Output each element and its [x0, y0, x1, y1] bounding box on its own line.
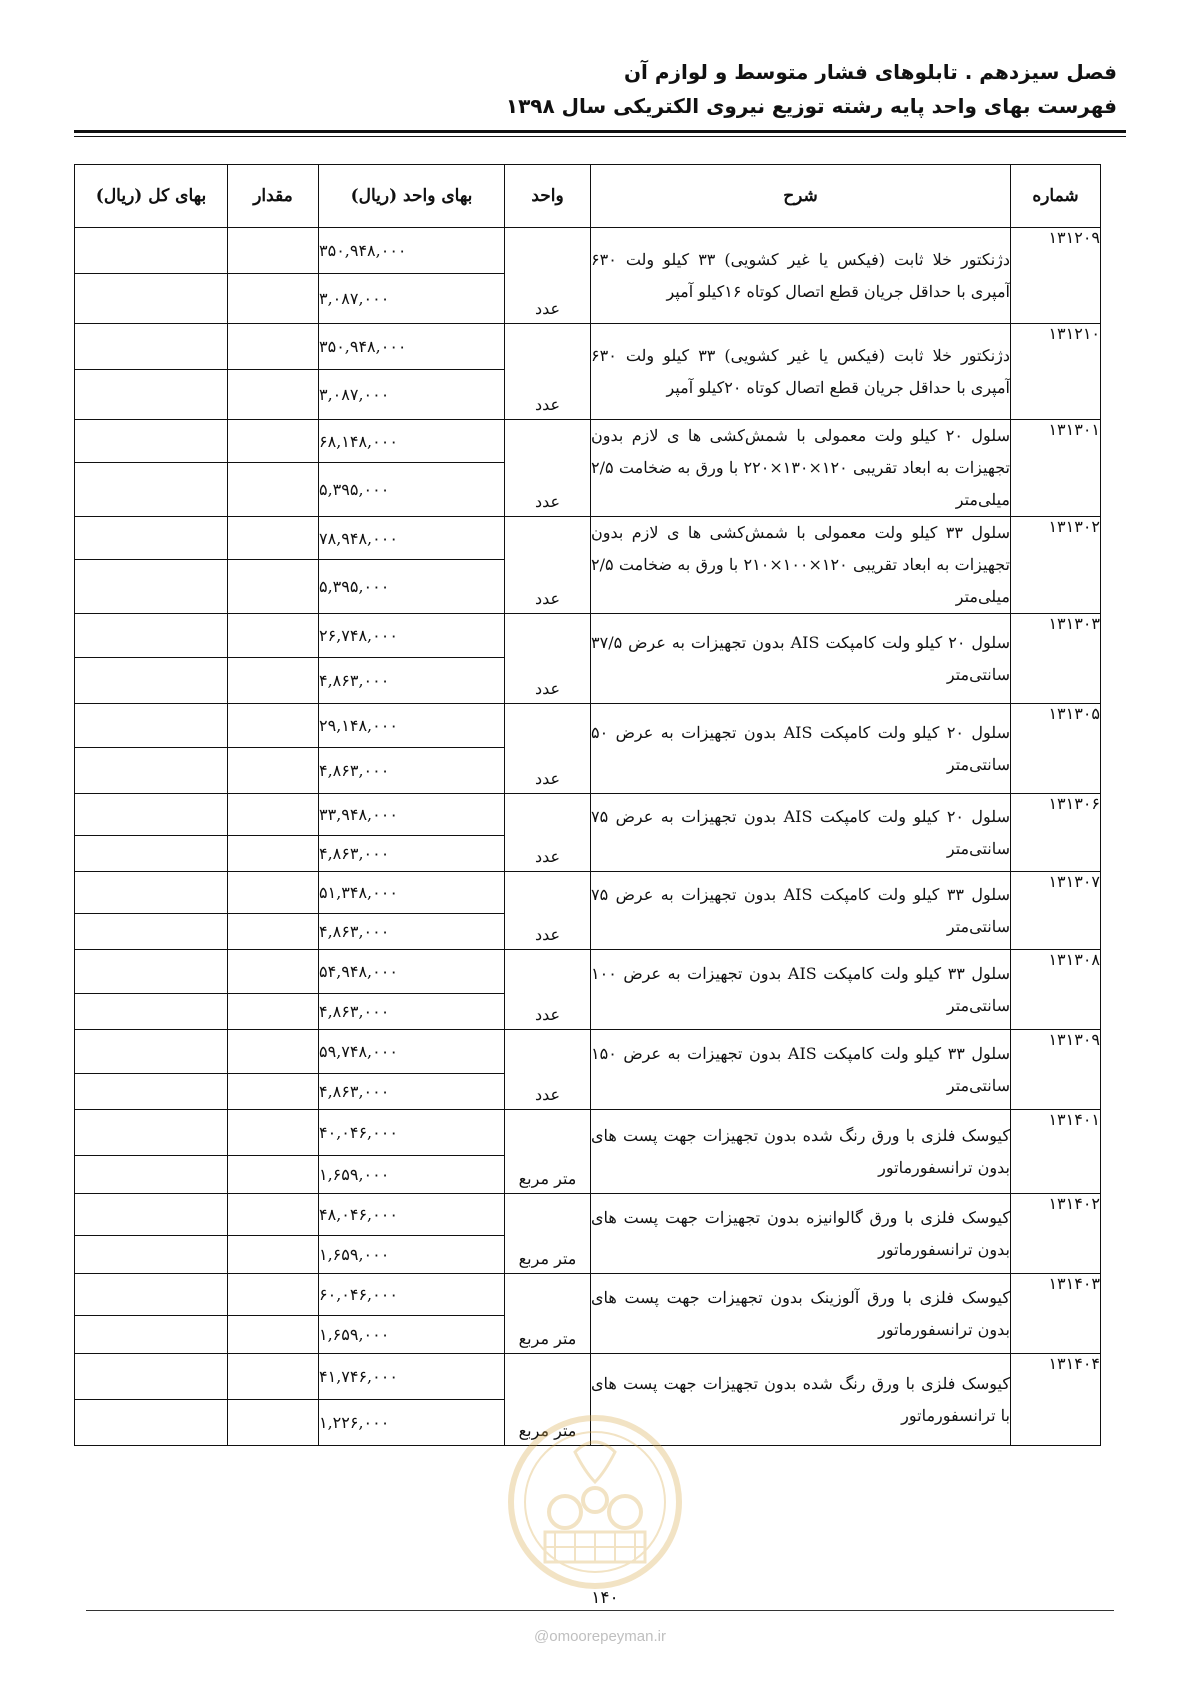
row-unit-price-primary — [319, 228, 505, 274]
row-quantity-cell — [228, 994, 319, 1030]
row-total-cell — [75, 748, 228, 794]
row-total-cell — [75, 324, 228, 370]
row-unit: عدد — [505, 950, 591, 1030]
row-unit-price-primary — [319, 872, 505, 914]
row-description: سلول ۳۳ کیلو ولت معمولی با شمش‌کشی ها ی لازم بدون تجهیزات به ابعاد تقریبی ۱۲۰×۱۰۰×۲۱۰ با ورق به ضخامت ۲/۵ میلی‌متر — [591, 517, 1011, 614]
row-description: سلول ۲۰ کیلو ولت کامپکت AIS بدون تجهیزات به عرض ۵۰ سانتی‌متر — [591, 704, 1011, 794]
row-unit-price-secondary — [319, 658, 505, 704]
row-unit-price-secondary — [319, 748, 505, 794]
row-total-cell — [75, 1194, 228, 1236]
table-row — [75, 1274, 1101, 1316]
price-value: ۵۴,۹۴۸,۰۰۰ — [319, 962, 398, 981]
price-value: ۱,۲۲۶,۰۰۰ — [319, 1413, 390, 1432]
row-quantity-cell — [228, 1110, 319, 1156]
row-unit-price-secondary — [319, 994, 505, 1030]
row-unit-price-secondary — [319, 463, 505, 517]
table-header-row — [75, 165, 1101, 228]
watermark-text: @omoorepeyman.ir — [534, 1628, 666, 1645]
row-unit-price-secondary — [319, 1074, 505, 1110]
header-quantity: مقدار — [228, 165, 319, 228]
row-total-cell — [75, 1400, 228, 1446]
row-total-cell — [75, 517, 228, 560]
row-description: سلول ۳۳ کیلو ولت کامپکت AIS بدون تجهیزات به عرض ۷۵ سانتی‌متر — [591, 872, 1011, 950]
price-value: ۶۸,۱۴۸,۰۰۰ — [319, 431, 398, 451]
table-row — [75, 228, 1101, 274]
table-row — [75, 950, 1101, 994]
table-row — [75, 517, 1101, 560]
row-description: دژنکتور خلا ثابت (فیکس یا غیر کشویی) ۳۳ کیلو ولت ۶۳۰ آمپری با حداقل جریان قطع اتصال کوتاه ۲۰کیلو آمپر — [591, 324, 1011, 420]
row-total-cell — [75, 370, 228, 420]
chapter-title: فصل سیزدهم . تابلوهای فشار متوسط و لوازم آن — [623, 60, 1117, 84]
row-number: ۱۳۱۳۰۵ — [1011, 704, 1101, 794]
row-total-cell — [75, 872, 228, 914]
row-number: ۱۳۱۳۰۸ — [1011, 950, 1101, 1030]
row-total-cell — [75, 914, 228, 950]
row-total-cell — [75, 614, 228, 658]
row-number: ۱۳۱۳۰۱ — [1011, 420, 1101, 517]
row-quantity-cell — [228, 836, 319, 872]
row-description: دژنکتور خلا ثابت (فیکس یا غیر کشویی) ۳۳ کیلو ولت ۶۳۰ آمپری با حداقل جریان قطع اتصال کوتاه ۱۶کیلو آمپر — [591, 228, 1011, 324]
price-value: ۷۸,۹۴۸,۰۰۰ — [319, 528, 398, 548]
row-quantity-cell — [228, 420, 319, 463]
price-value: ۳۵۰,۹۴۸,۰۰۰ — [319, 241, 407, 260]
row-quantity-cell — [228, 704, 319, 748]
price-value: ۱,۶۵۹,۰۰۰ — [319, 1245, 390, 1264]
price-value: ۶۰,۰۴۶,۰۰۰ — [319, 1285, 398, 1304]
price-value: ۵,۳۹۵,۰۰۰ — [319, 480, 390, 500]
row-unit-price-primary — [319, 614, 505, 658]
price-value: ۵,۳۹۵,۰۰۰ — [319, 577, 390, 597]
document-title: فهرست بهای واحد پایه رشته توزیع نیروی الکتریکی سال ۱۳۹۸ — [505, 94, 1117, 118]
header-number: شماره — [1011, 165, 1101, 228]
row-quantity-cell — [228, 1274, 319, 1316]
price-value: ۴,۸۶۳,۰۰۰ — [319, 1002, 390, 1021]
price-value: ۴,۸۶۳,۰۰۰ — [319, 1082, 390, 1101]
row-unit-price-secondary — [319, 836, 505, 872]
row-total-cell — [75, 1236, 228, 1274]
row-unit-price-primary — [319, 420, 505, 463]
row-description: سلول ۲۰ کیلو ولت معمولی با شمش‌کشی ها ی لازم بدون تجهیزات به ابعاد تقریبی ۱۲۰×۱۳۰×۲۲۰ با ورق به ضخامت ۲/۵ میلی‌متر — [591, 420, 1011, 517]
row-unit-price-secondary — [319, 914, 505, 950]
row-description: سلول ۲۰ کیلو ولت کامپکت AIS بدون تجهیزات به عرض ۳۷/۵ سانتی‌متر — [591, 614, 1011, 704]
row-number: ۱۳۱۳۰۲ — [1011, 517, 1101, 614]
row-unit: عدد — [505, 794, 591, 872]
row-quantity-cell — [228, 950, 319, 994]
row-unit: عدد — [505, 517, 591, 614]
row-total-cell — [75, 463, 228, 517]
row-quantity-cell — [228, 463, 319, 517]
row-total-cell — [75, 836, 228, 872]
row-number: ۱۳۱۲۱۰ — [1011, 324, 1101, 420]
row-unit-price-primary — [319, 1194, 505, 1236]
header-rule-thin — [74, 136, 1126, 137]
row-quantity-cell — [228, 517, 319, 560]
row-unit: عدد — [505, 1030, 591, 1110]
header-unit: واحد — [505, 165, 591, 228]
row-quantity-cell — [228, 274, 319, 324]
header-rule-thick — [74, 130, 1126, 133]
table-row — [75, 1354, 1101, 1400]
price-value: ۳۵۰,۹۴۸,۰۰۰ — [319, 337, 407, 356]
row-description: کیوسک فلزی با ورق گالوانیزه بدون تجهیزات جهت پست های بدون ترانسفورماتور — [591, 1194, 1011, 1274]
row-unit: متر مربع — [505, 1274, 591, 1354]
table-row — [75, 1110, 1101, 1156]
header-unit-price: بهای واحد (ریال) — [319, 165, 505, 228]
row-unit-price-secondary — [319, 1156, 505, 1194]
row-quantity-cell — [228, 1194, 319, 1236]
table-row — [75, 1194, 1101, 1236]
row-number: ۱۳۱۳۰۳ — [1011, 614, 1101, 704]
row-unit-price-primary — [319, 950, 505, 994]
row-unit: عدد — [505, 614, 591, 704]
row-unit-price-secondary — [319, 274, 505, 324]
row-total-cell — [75, 658, 228, 704]
row-unit-price-secondary — [319, 370, 505, 420]
price-value: ۵۱,۳۴۸,۰۰۰ — [319, 883, 398, 902]
row-quantity-cell — [228, 1236, 319, 1274]
price-value: ۳,۰۸۷,۰۰۰ — [319, 289, 390, 308]
row-description: کیوسک فلزی با ورق رنگ شده بدون تجهیزات جهت پست های با ترانسفورماتور — [591, 1354, 1011, 1446]
row-quantity-cell — [228, 914, 319, 950]
row-quantity-cell — [228, 872, 319, 914]
page-header — [67, 56, 1117, 122]
row-quantity-cell — [228, 560, 319, 614]
row-number: ۱۳۱۴۰۴ — [1011, 1354, 1101, 1446]
price-value: ۲۶,۷۴۸,۰۰۰ — [319, 626, 398, 645]
row-total-cell — [75, 1354, 228, 1400]
row-total-cell — [75, 1274, 228, 1316]
price-value: ۱,۶۵۹,۰۰۰ — [319, 1165, 390, 1184]
row-number: ۱۳۱۲۰۹ — [1011, 228, 1101, 324]
row-total-cell — [75, 228, 228, 274]
row-unit-price-primary — [319, 517, 505, 560]
row-number: ۱۳۱۴۰۳ — [1011, 1274, 1101, 1354]
row-quantity-cell — [228, 614, 319, 658]
table-row — [75, 872, 1101, 914]
row-quantity-cell — [228, 748, 319, 794]
row-unit: عدد — [505, 324, 591, 420]
row-total-cell — [75, 274, 228, 324]
price-value: ۳,۰۸۷,۰۰۰ — [319, 385, 390, 404]
row-total-cell — [75, 1110, 228, 1156]
row-quantity-cell — [228, 1156, 319, 1194]
row-unit: عدد — [505, 228, 591, 324]
row-total-cell — [75, 794, 228, 836]
row-unit-price-primary — [319, 704, 505, 748]
price-value: ۴,۸۶۳,۰۰۰ — [319, 922, 390, 941]
header-description: شرح — [591, 165, 1011, 228]
row-quantity-cell — [228, 1400, 319, 1446]
page-number: ۱۴۰ — [591, 1588, 619, 1608]
row-unit-price-secondary — [319, 1236, 505, 1274]
table-row — [75, 1030, 1101, 1074]
row-number: ۱۳۱۳۰۶ — [1011, 794, 1101, 872]
row-description: سلول ۲۰ کیلو ولت کامپکت AIS بدون تجهیزات به عرض ۷۵ سانتی‌متر — [591, 794, 1011, 872]
row-quantity-cell — [228, 1030, 319, 1074]
price-value: ۴۰,۰۴۶,۰۰۰ — [319, 1123, 398, 1142]
row-total-cell — [75, 1030, 228, 1074]
row-description: سلول ۳۳ کیلو ولت کامپکت AIS بدون تجهیزات به عرض ۱۰۰ سانتی‌متر — [591, 950, 1011, 1030]
row-unit-price-primary — [319, 1110, 505, 1156]
row-quantity-cell — [228, 324, 319, 370]
row-total-cell — [75, 994, 228, 1030]
row-total-cell — [75, 420, 228, 463]
price-value: ۳۳,۹۴۸,۰۰۰ — [319, 805, 398, 824]
table-row — [75, 794, 1101, 836]
row-quantity-cell — [228, 1316, 319, 1354]
row-description: کیوسک فلزی با ورق رنگ شده بدون تجهیزات جهت پست های بدون ترانسفورماتور — [591, 1110, 1011, 1194]
row-unit-price-primary — [319, 1030, 505, 1074]
header-total-price: بهای کل (ریال) — [75, 165, 228, 228]
row-total-cell — [75, 1074, 228, 1110]
row-unit: عدد — [505, 872, 591, 950]
table-row — [75, 420, 1101, 463]
row-quantity-cell — [228, 1074, 319, 1110]
row-total-cell — [75, 1156, 228, 1194]
row-total-cell — [75, 704, 228, 748]
price-value: ۱,۶۵۹,۰۰۰ — [319, 1325, 390, 1344]
row-unit-price-secondary — [319, 560, 505, 614]
row-total-cell — [75, 1316, 228, 1354]
row-unit-price-primary — [319, 1274, 505, 1316]
row-unit-price-primary — [319, 794, 505, 836]
price-table — [74, 164, 1101, 1446]
row-number: ۱۳۱۳۰۹ — [1011, 1030, 1101, 1110]
row-unit-price-primary — [319, 324, 505, 370]
price-value: ۵۹,۷۴۸,۰۰۰ — [319, 1042, 398, 1061]
row-number: ۱۳۱۳۰۷ — [1011, 872, 1101, 950]
row-quantity-cell — [228, 1354, 319, 1400]
footer-rule — [86, 1610, 1114, 1611]
row-quantity-cell — [228, 658, 319, 704]
row-unit: عدد — [505, 704, 591, 794]
row-total-cell — [75, 950, 228, 994]
row-description: سلول ۳۳ کیلو ولت کامپکت AIS بدون تجهیزات به عرض ۱۵۰ سانتی‌متر — [591, 1030, 1011, 1110]
row-unit: متر مربع — [505, 1354, 591, 1446]
price-value: ۴۱,۷۴۶,۰۰۰ — [319, 1367, 398, 1386]
table-row — [75, 324, 1101, 370]
row-quantity-cell — [228, 794, 319, 836]
row-quantity-cell — [228, 228, 319, 274]
price-value: ۴۸,۰۴۶,۰۰۰ — [319, 1205, 398, 1224]
row-unit: عدد — [505, 420, 591, 517]
price-value: ۲۹,۱۴۸,۰۰۰ — [319, 716, 398, 735]
row-unit-price-primary — [319, 1354, 505, 1400]
row-total-cell — [75, 560, 228, 614]
table-row — [75, 614, 1101, 658]
row-quantity-cell — [228, 370, 319, 420]
price-value: ۴,۸۶۳,۰۰۰ — [319, 844, 390, 863]
row-number: ۱۳۱۴۰۲ — [1011, 1194, 1101, 1274]
row-number: ۱۳۱۴۰۱ — [1011, 1110, 1101, 1194]
row-unit-price-secondary — [319, 1400, 505, 1446]
price-value: ۴,۸۶۳,۰۰۰ — [319, 761, 390, 780]
table-row — [75, 704, 1101, 748]
row-unit: متر مربع — [505, 1110, 591, 1194]
row-unit-price-secondary — [319, 1316, 505, 1354]
row-unit: متر مربع — [505, 1194, 591, 1274]
table-body — [75, 228, 1101, 1446]
price-value: ۴,۸۶۳,۰۰۰ — [319, 671, 390, 690]
row-description: کیوسک فلزی با ورق آلوزینک بدون تجهیزات جهت پست های بدون ترانسفورماتور — [591, 1274, 1011, 1354]
